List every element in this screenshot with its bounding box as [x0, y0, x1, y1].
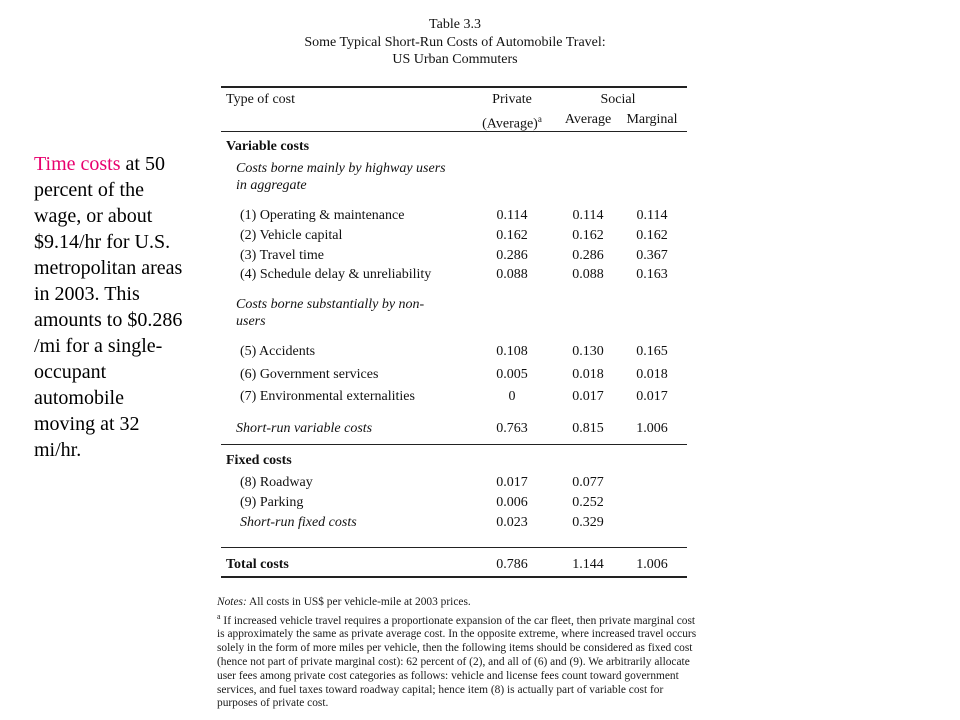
- group-highway-users: Costs borne mainly by highway users: [236, 161, 446, 176]
- row-social-average: 0.018: [572, 367, 604, 382]
- row-label: (8) Roadway: [240, 475, 313, 490]
- row-label: (6) Government services: [240, 367, 379, 382]
- bottom-rule: [221, 576, 687, 578]
- table-subtitle: US Urban Commuters: [392, 52, 518, 67]
- row-private: 0.108: [496, 344, 528, 359]
- group-non-users-cont: users: [236, 314, 266, 329]
- row-label: (7) Environmental externalities: [240, 389, 415, 404]
- row-label: (9) Parking: [240, 495, 304, 510]
- footnote-text: If increased vehicle travel requires a proportionate expansion of the car fleet, then private marginal cost is approximately the same as private average cost. In the opposite extreme, where increased travel occurs solely in the form of more miles per vehicle, then the following items should be considered as fixed cost (hence not part of private marginal cost): 62 percent of (2), and all of (6) and (9). We arbitrarily allocate user fees among private cost categories as follows: vehicle and license fees count toward government services, and fuel taxes toward roadway capital; hence item (8) is actually part of variable cost for purposes of private cost.: [217, 614, 697, 710]
- header-social: Social: [600, 92, 636, 107]
- row-private: 0.017: [496, 475, 528, 490]
- row-social-average: 0.114: [572, 208, 604, 223]
- row-private: 0.006: [496, 495, 528, 510]
- subtotal-fixed-average: 0.329: [572, 515, 604, 530]
- row-label: (3) Travel time: [240, 248, 324, 263]
- row-social-marginal: 0.017: [636, 389, 668, 404]
- row-social-marginal: 0.162: [636, 228, 668, 243]
- top-rule: [221, 86, 687, 88]
- row-private: 0.114: [496, 208, 528, 223]
- row-label: (2) Vehicle capital: [240, 228, 343, 243]
- footnote: [217, 610, 697, 711]
- subtotal-variable-marginal: 1.006: [636, 421, 668, 436]
- row-label: (5) Accidents: [240, 344, 316, 359]
- total-social-average: 1.144: [572, 557, 604, 572]
- row-social-average: 0.286: [572, 248, 604, 263]
- header-social-average: Average: [564, 112, 612, 127]
- row-social-average: 0.017: [572, 389, 604, 404]
- subtotal-fixed-label: Short-run fixed costs: [240, 515, 357, 530]
- notes-text: All costs in US$ per vehicle-mile at 2003 prices.: [246, 596, 471, 608]
- row-private: 0.162: [496, 228, 528, 243]
- header-social-marginal: Marginal: [626, 112, 678, 127]
- total-private: 0.786: [496, 557, 528, 572]
- subtotal-fixed-private: 0.023: [496, 515, 528, 530]
- table-title: Some Typical Short-Run Costs of Automobile Travel:: [304, 35, 606, 50]
- row-social-marginal: 0.114: [636, 208, 668, 223]
- section-fixed-costs: Fixed costs: [226, 453, 292, 468]
- row-private: 0.088: [496, 267, 528, 282]
- side-note-highlight: Time costs: [34, 153, 121, 175]
- row-social-average: 0.088: [572, 267, 604, 282]
- side-note-text: at 50 percent of the wage, or about $9.14/hr for U.S. metropolitan areas in 2003. This amounts to $0.286 /mi for a single-occupant automobile moving at 32 mi/hr.: [34, 153, 183, 461]
- notes-label: Notes:: [217, 596, 247, 608]
- variable-section-rule: [221, 444, 687, 445]
- row-social-average: 0.130: [572, 344, 604, 359]
- header-private: Private: [492, 92, 532, 107]
- row-private: 0.286: [496, 248, 528, 263]
- group-non-users: Costs borne substantially by non-: [236, 297, 425, 312]
- row-social-marginal: 0.367: [636, 248, 668, 263]
- total-social-marginal: 1.006: [636, 557, 668, 572]
- table-notes: [217, 596, 697, 711]
- row-private: 0: [508, 389, 516, 404]
- row-social-marginal: 0.163: [636, 267, 668, 282]
- section-variable-costs: Variable costs: [226, 139, 310, 154]
- row-social-average: 0.162: [572, 228, 604, 243]
- header-private-average-label: (Average): [482, 116, 538, 132]
- header-footnote-mark: a: [537, 114, 542, 124]
- header-type-of-cost: Type of cost: [226, 92, 296, 107]
- row-social-average: 0.077: [572, 475, 604, 490]
- subtotal-variable-label: Short-run variable costs: [236, 421, 373, 436]
- header-rule: [221, 131, 687, 132]
- notes-line: [217, 596, 697, 610]
- row-label: (4) Schedule delay & unreliability: [240, 267, 432, 282]
- subtotal-variable-private: 0.763: [496, 421, 528, 436]
- row-label: (1) Operating & maintenance: [240, 208, 405, 223]
- header-private-average: [472, 111, 552, 133]
- row-social-marginal: 0.018: [636, 367, 668, 382]
- subtotal-variable-average: 0.815: [572, 421, 604, 436]
- row-private: 0.005: [496, 367, 528, 382]
- footnote-mark: a: [217, 611, 221, 621]
- group-highway-users-cont: in aggregate: [236, 178, 307, 193]
- row-social-average: 0.252: [572, 495, 604, 510]
- total-label: Total costs: [226, 557, 289, 572]
- row-social-marginal: 0.165: [636, 344, 668, 359]
- fixed-section-rule: [221, 547, 687, 548]
- table-number: Table 3.3: [429, 17, 481, 32]
- side-note: [34, 151, 184, 463]
